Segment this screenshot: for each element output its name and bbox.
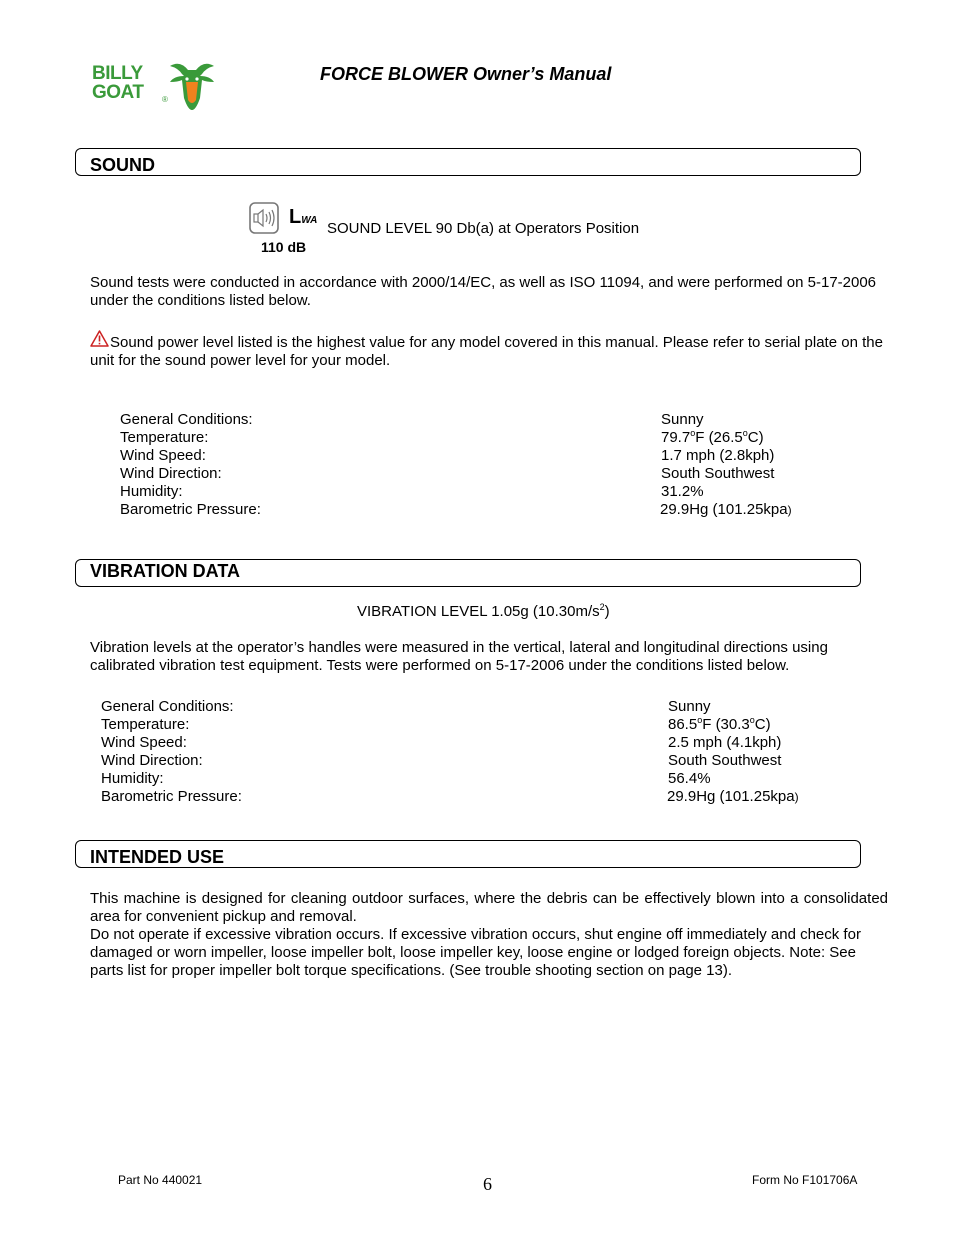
- vibration-paragraph: Vibration levels at the operator’s handles were measured in the vertical, lateral and longitudinal directions using calibrated vibration test equipment. Tests were performed on 5-17-2006 under the conditions listed below.: [90, 639, 828, 674]
- speaker-in-square-icon: [249, 202, 279, 234]
- condition-label: Wind Speed:: [120, 447, 206, 464]
- logo-text-billy: BILLY: [92, 63, 143, 84]
- lwa-label: [289, 206, 317, 229]
- condition-label: Barometric Pressure:: [120, 501, 261, 518]
- barometric-pressure-value: 29.9Hg (101.25kpa): [660, 501, 792, 518]
- sound-conditions-labels: [120, 411, 261, 519]
- document-title: FORCE BLOWER Owner’s Manual: [320, 64, 612, 84]
- condition-label: Temperature:: [101, 716, 190, 733]
- wind-direction-value: South Southwest: [661, 465, 775, 482]
- condition-label: Barometric Pressure:: [101, 788, 242, 805]
- humidity-value: 56.4%: [668, 770, 711, 787]
- condition-label: Wind Direction:: [101, 752, 203, 769]
- logo-registered-mark: ®: [162, 95, 168, 104]
- form-number: Form No F101706A: [752, 1173, 858, 1187]
- wind-direction-value: South Southwest: [668, 752, 782, 769]
- condition-label: Temperature:: [120, 429, 209, 446]
- humidity-value: 31.2%: [661, 483, 704, 500]
- billy-goat-logo: [92, 58, 222, 112]
- temperature-value: 79.7$^o$F (26.5$^o$C): [661, 428, 764, 446]
- general-conditions-value: Sunny: [668, 698, 711, 715]
- vibration-conditions-values: [668, 698, 799, 806]
- vibration-level-text: VIBRATION LEVEL 1.05g $(10.30m/s^2)$: [357, 602, 610, 620]
- wind-speed-value: 2.5 mph (4.1kph): [668, 734, 782, 751]
- condition-label: Wind Direction:: [120, 465, 222, 482]
- vibration-conditions-labels: [101, 698, 242, 806]
- wind-speed-value: 1.7 mph (2.8kph): [661, 447, 775, 464]
- goat-head-icon: [166, 58, 218, 112]
- condition-label: Wind Speed:: [101, 734, 187, 751]
- condition-label: General Conditions:: [101, 698, 234, 715]
- part-number: Part No 440021: [118, 1173, 203, 1187]
- lwa-l: L: [289, 206, 302, 228]
- vibration-heading: VIBRATION DATA: [90, 561, 240, 581]
- page-number: 6: [483, 1174, 492, 1194]
- sound-conditions-values: [661, 411, 792, 519]
- sound-heading: SOUND: [90, 155, 156, 175]
- sound-section-box: [75, 148, 861, 176]
- condition-label: Humidity:: [120, 483, 183, 500]
- condition-label: Humidity:: [101, 770, 164, 787]
- sound-tests-paragraph: Sound tests were conducted in accordance with 2000/14/EC, as well as ISO 11094, and were performed on 5-17-2006 under the conditions listed below.: [90, 274, 877, 309]
- lwa-value: 110 dB: [261, 239, 307, 255]
- lwa-subscript: WA: [301, 215, 318, 226]
- intended-use-paragraph: This machine is designed for cleaning outdoor surfaces, where the debris can be effectively blown into a consolidated area for convenient pickup and removal.: [90, 890, 888, 925]
- operation-warning-paragraph: Do not operate if excessive vibration occurs. If excessive vibration occurs, shut engine off immediately and check for damaged or worn impeller, loose impeller bolt, loose impeller key, loose engine or lodged foreign objects. Note: See parts list for proper impeller bolt torque specifications. (See trouble shooting section on page 13).: [90, 926, 861, 979]
- sound-level-text: SOUND LEVEL 90 Db(a) at Operators Position: [327, 220, 640, 237]
- logo-text-goat: GOAT: [92, 82, 144, 103]
- temperature-value: 86.5$^o$F (30.3$^o$C): [668, 715, 771, 733]
- barometric-pressure-value: 29.9Hg (101.25kpa): [667, 788, 799, 805]
- condition-label: General Conditions:: [120, 411, 253, 428]
- general-conditions-value: Sunny: [661, 411, 704, 428]
- intended-use-heading: INTENDED USE: [90, 847, 225, 867]
- sound-warning-paragraph: Sound power level listed is the highest value for any model covered in this manual. Please refer to serial plate on the unit for the sound power level for your model.: [90, 334, 883, 369]
